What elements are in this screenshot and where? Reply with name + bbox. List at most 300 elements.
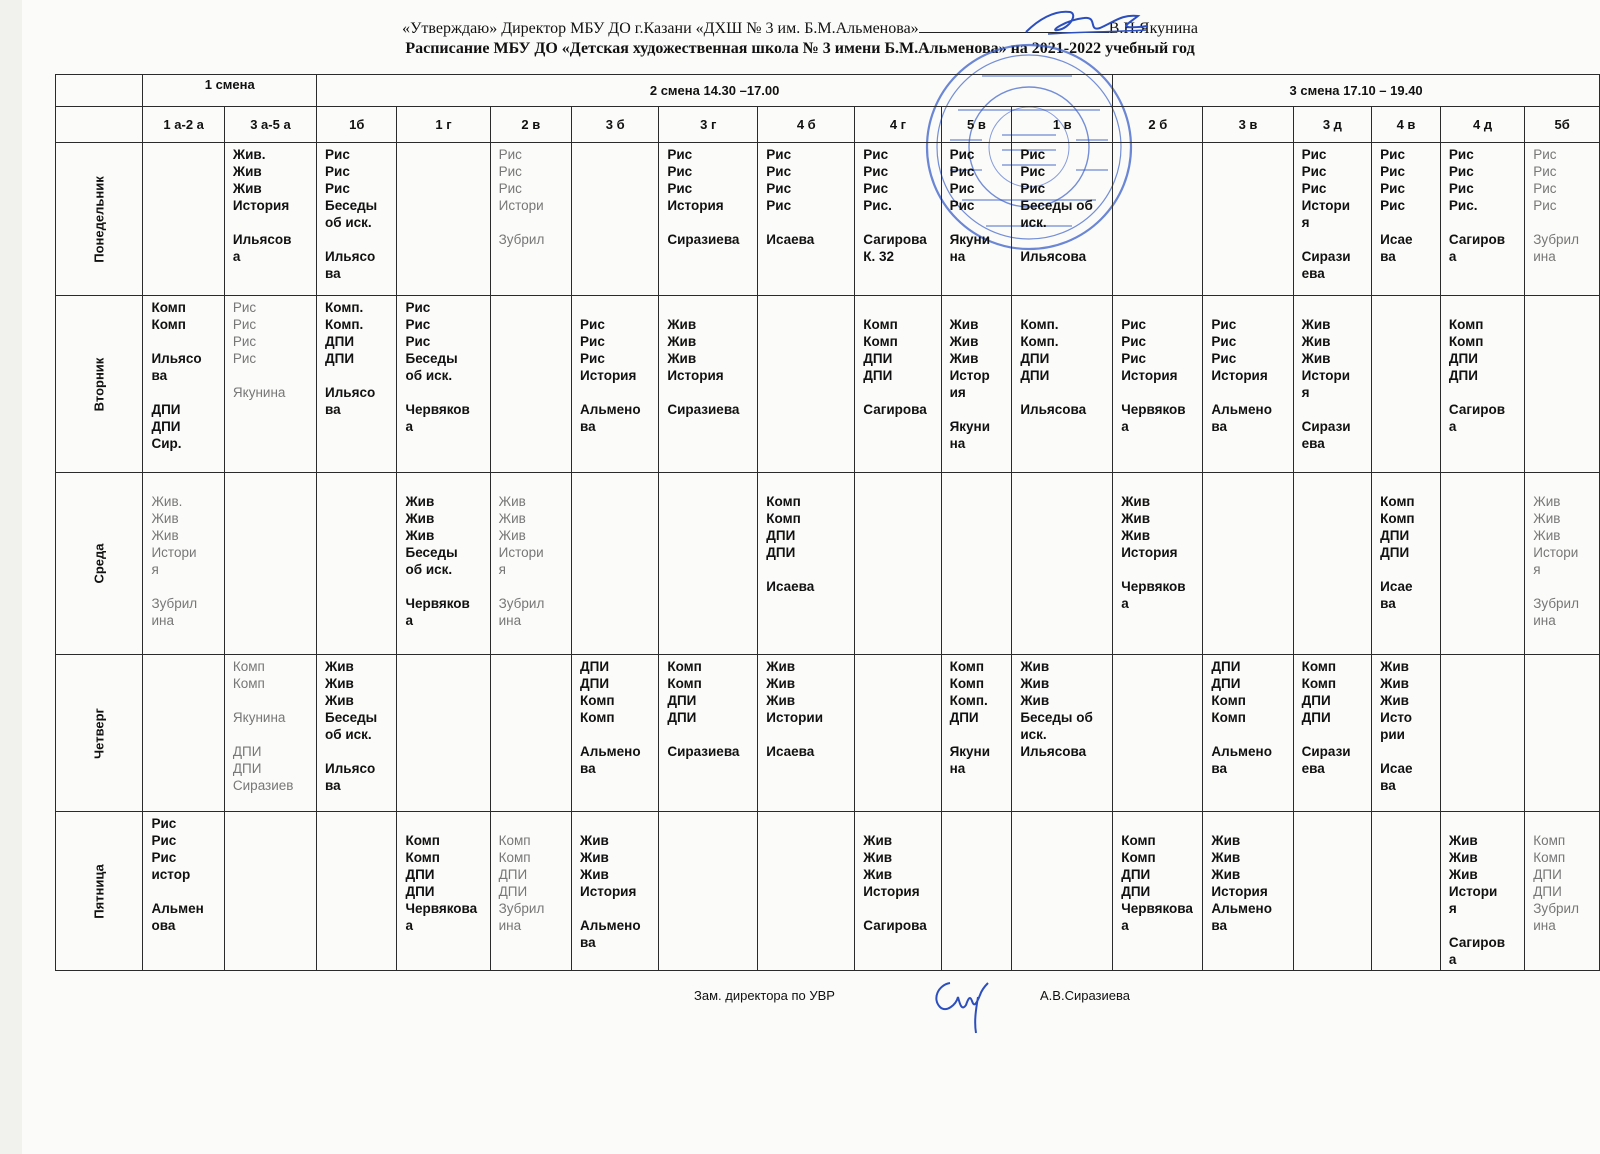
cell-line: ева: [1301, 761, 1325, 776]
cell-line: Беседы об: [1020, 198, 1093, 213]
cell-line: ДПИ: [1301, 710, 1331, 725]
cell-line: [1449, 815, 1522, 832]
cell-line: Рис: [1121, 317, 1147, 332]
cell-line: Жив: [667, 334, 697, 349]
cell-line: Рис: [405, 334, 431, 349]
cell-line: Жив: [498, 528, 526, 543]
cell-line: Жив: [1301, 334, 1331, 349]
shift-header-row: [56, 75, 1600, 107]
cell-line: Жив: [1380, 676, 1409, 691]
schedule-cell: [758, 473, 855, 655]
cell-line: ДПИ: [863, 368, 893, 383]
cell-line: Червяков: [1121, 402, 1186, 417]
day-label: Вторник: [56, 296, 143, 473]
cell-line: Комп: [498, 850, 531, 865]
cell-line: [766, 214, 852, 231]
cell-line: Комп.: [949, 693, 988, 708]
cell-line: рии: [1380, 727, 1405, 742]
cell-line: [1211, 815, 1290, 832]
cell-line: Рис: [1380, 181, 1405, 196]
schedule-cell: [758, 143, 855, 296]
schedule-cell: [224, 655, 316, 812]
cell-line: Истори: [1301, 198, 1351, 213]
cell-line: Жив: [1020, 676, 1050, 691]
cell-line: [1533, 476, 1597, 493]
cell-line: Комп: [1301, 676, 1337, 691]
cell-line: ина: [498, 613, 522, 628]
cell-line: Жив: [151, 511, 179, 526]
cell-line: Комп: [1301, 659, 1337, 674]
cell-line: Истори: [151, 545, 197, 560]
schedule-cell: [1525, 812, 1600, 971]
empty-cell: [1440, 655, 1524, 812]
cell-line: Ильясо: [325, 249, 376, 264]
empty-cell: [490, 655, 571, 812]
cell-line: Рис: [1020, 164, 1046, 179]
cell-line: Сирази: [1301, 744, 1351, 759]
cell-line: [151, 384, 221, 401]
cell-line: [766, 726, 852, 743]
cell-line: ова: [151, 918, 176, 933]
cell-line: Жив: [1301, 351, 1331, 366]
cell-line: [1121, 561, 1200, 578]
schedule-cell: [855, 143, 941, 296]
cell-line: Жив: [949, 351, 979, 366]
cell-line: Комп.: [1020, 317, 1059, 332]
cell-line: Рис: [949, 198, 975, 213]
empty-cell: [855, 655, 941, 812]
cell-line: Жив: [1448, 867, 1478, 882]
schedule-cell: [1203, 812, 1293, 971]
cell-line: ева: [1301, 266, 1325, 281]
schedule-cell: [224, 143, 316, 296]
cell-line: Червяков: [405, 402, 470, 417]
cell-line: Жив: [580, 833, 609, 848]
cell-line: Истории: [766, 710, 824, 725]
empty-cell: [941, 812, 1012, 971]
cell-line: а: [1121, 596, 1129, 611]
schedule-cell: [659, 296, 758, 473]
cell-line: Исае: [1380, 579, 1413, 594]
cell-line: История: [667, 368, 724, 383]
cell-line: об иск.: [405, 368, 453, 383]
cell-line: Жив: [405, 494, 435, 509]
cell-line: Рис: [667, 147, 693, 162]
cell-line: Исаева: [766, 579, 815, 594]
cell-line: Истори: [1301, 368, 1351, 383]
cell-line: Жив: [405, 511, 435, 526]
cell-line: ДПИ: [151, 402, 181, 417]
empty-cell: [1440, 473, 1524, 655]
empty-cell: [317, 812, 397, 971]
cell-line: [405, 578, 487, 595]
empty-cell: [855, 473, 941, 655]
cell-line: [1020, 384, 1110, 401]
cell-line: Жив: [1121, 528, 1151, 543]
cell-line: [1211, 384, 1290, 401]
cell-line: Червяков: [1121, 579, 1186, 594]
day-row: [56, 473, 1600, 655]
cell-line: [151, 578, 221, 595]
cell-line: [863, 815, 938, 832]
empty-cell: [490, 296, 571, 473]
cell-line: ва: [1211, 918, 1228, 933]
cell-line: История: [863, 884, 920, 899]
cell-line: Комп: [405, 850, 440, 865]
class-header: 5 в: [941, 107, 1012, 143]
schedule-cell: [317, 296, 397, 473]
schedule-cell: [397, 473, 490, 655]
day-row: [56, 143, 1600, 296]
cell-line: я: [1448, 901, 1457, 916]
cell-line: Жив: [667, 317, 697, 332]
cell-line: Рис: [1121, 351, 1147, 366]
cell-line: Якуни: [949, 419, 991, 434]
cell-line: я: [151, 562, 159, 577]
cell-line: Сир.: [151, 436, 182, 451]
cell-line: Жив: [580, 867, 609, 882]
cell-line: а: [1121, 419, 1129, 434]
empty-cell: [224, 812, 316, 971]
cell-line: Исае: [1380, 232, 1413, 247]
cell-line: Истори: [498, 198, 544, 213]
cell-line: [1121, 384, 1200, 401]
cell-line: Рис: [1448, 164, 1474, 179]
cell-line: Жив: [1020, 693, 1050, 708]
cell-line: а: [232, 249, 241, 264]
empty-cell: [1113, 655, 1203, 812]
cell-line: на: [949, 761, 966, 776]
schedule-cell: [941, 296, 1012, 473]
cell-line: ДПИ: [1448, 351, 1478, 366]
cell-line: [1020, 231, 1110, 248]
cell-line: Комп: [1448, 317, 1484, 332]
cell-line: Комп: [949, 676, 985, 691]
cell-line: Комп: [232, 676, 265, 691]
empty-cell: [1012, 473, 1113, 655]
cell-line: иск.: [1020, 215, 1047, 230]
cell-line: об иск.: [405, 562, 453, 577]
cell-line: Ильясо: [151, 351, 202, 366]
empty-cell: [143, 143, 224, 296]
cell-line: Комп: [667, 676, 702, 691]
cell-line: [405, 384, 487, 401]
day-label: Понедельник: [56, 143, 143, 296]
cell-line: ва: [1211, 419, 1228, 434]
schedule-cell: [1525, 143, 1600, 296]
cell-line: Сагиров: [1448, 402, 1506, 417]
cell-line: Жив: [949, 317, 979, 332]
cell-line: [1380, 476, 1438, 493]
cell-line: Рис: [766, 147, 792, 162]
cell-line: Рис: [863, 181, 889, 196]
class-header: 3 в: [1203, 107, 1293, 143]
cell-line: [667, 726, 755, 743]
cell-line: Рис: [151, 833, 177, 848]
schedule-cell: [1372, 143, 1441, 296]
cell-line: Зубрил: [151, 596, 198, 611]
cell-line: [1302, 726, 1370, 743]
cell-line: Рис: [1121, 334, 1147, 349]
cell-line: а: [1448, 419, 1457, 434]
cell-line: Сиразиев: [232, 778, 294, 793]
cell-line: а: [1448, 249, 1457, 264]
cell-line: а: [1448, 952, 1457, 967]
class-header: 1 г: [397, 107, 490, 143]
cell-line: Альмено: [1211, 402, 1272, 417]
cell-line: [667, 214, 755, 231]
cell-line: [863, 900, 938, 917]
cell-line: а: [405, 613, 413, 628]
cell-line: [233, 726, 314, 743]
schedule-table: [55, 74, 1600, 971]
schedule-cell: [855, 812, 941, 971]
cell-line: Жив: [1533, 494, 1561, 509]
cell-line: Жив.: [232, 147, 266, 162]
schedule-cell: [1012, 655, 1113, 812]
cell-line: Жив: [766, 659, 796, 674]
schedule-cell: [758, 655, 855, 812]
empty-cell: [1372, 812, 1441, 971]
cell-line: Комп: [580, 693, 615, 708]
schedule-cell: [397, 296, 490, 473]
cell-line: истор: [151, 867, 191, 882]
cell-line: Комп: [1121, 850, 1156, 865]
cell-line: [1380, 561, 1438, 578]
cell-line: [499, 815, 569, 832]
cell-line: Ильясова: [1020, 402, 1087, 417]
cell-line: ва: [325, 402, 341, 417]
cell-line: Рис: [863, 147, 889, 162]
class-header-row: [56, 107, 1600, 143]
cell-line: Жив: [1533, 511, 1561, 526]
cell-line: Зубрил: [1533, 232, 1579, 247]
approval-text: «Утверждаю» Директор МБУ ДО г.Казани «ДХШ № 3 им. Б.М.Альменова»: [402, 20, 919, 37]
class-header: 1б: [317, 107, 397, 143]
cell-line: ДПИ: [1533, 867, 1562, 882]
cell-line: [233, 367, 314, 384]
cell-line: Рис: [1533, 147, 1557, 162]
cell-line: Жив: [863, 850, 893, 865]
cell-line: История: [580, 884, 637, 899]
cell-line: [499, 476, 569, 493]
cell-line: ДПИ: [1020, 351, 1050, 366]
empty-cell: [572, 473, 659, 655]
schedule-cell: [224, 296, 316, 473]
cell-line: Рис.: [863, 198, 892, 213]
cell-line: Червякова: [405, 901, 478, 916]
schedule-cell: [317, 655, 397, 812]
cell-line: ДПИ: [949, 710, 979, 725]
cell-line: Комп: [1533, 850, 1566, 865]
cell-line: ДПИ: [1211, 676, 1241, 691]
cell-line: ДПИ: [1121, 884, 1151, 899]
cell-line: [950, 726, 1010, 743]
schedule-cell: [1012, 143, 1113, 296]
cell-line: Комп: [232, 659, 265, 674]
cell-line: Рис: [232, 317, 257, 332]
cell-line: Жив: [766, 693, 796, 708]
empty-cell: [758, 296, 855, 473]
cell-line: об иск.: [325, 727, 372, 742]
cell-line: [1302, 231, 1370, 248]
cell-line: Червякова: [1121, 901, 1193, 916]
cell-line: ДПИ: [667, 693, 697, 708]
cell-line: [863, 299, 938, 316]
cell-line: История: [1121, 368, 1178, 383]
cell-line: Рис: [151, 816, 177, 831]
empty-cell: [1203, 143, 1293, 296]
schedule-cell: [143, 812, 224, 971]
cell-line: [1302, 401, 1370, 418]
shift-3-label: 3 смена 17.10 – 19.40: [1113, 75, 1600, 107]
cell-line: Рис: [1533, 164, 1557, 179]
cell-line: ва: [325, 266, 341, 281]
cell-line: [325, 367, 394, 384]
cell-line: ева: [1301, 436, 1325, 451]
cell-line: Рис: [949, 181, 975, 196]
cell-line: [1380, 214, 1438, 231]
cell-line: Сирази: [1301, 419, 1351, 434]
empty-cell: [659, 812, 758, 971]
cell-line: История: [1121, 545, 1178, 560]
cell-line: Рис: [1301, 147, 1327, 162]
cell-line: История: [1211, 884, 1268, 899]
cell-line: ДПИ: [1211, 659, 1241, 674]
cell-line: ДПИ: [232, 761, 262, 776]
cell-line: Рис: [1380, 147, 1405, 162]
cell-line: Рис: [1533, 181, 1557, 196]
cell-line: Сиразиева: [667, 744, 740, 759]
scan-edge-shadow: [0, 0, 22, 1154]
empty-cell: [1293, 473, 1372, 655]
cell-line: Рис: [1301, 181, 1327, 196]
cell-line: Якунина: [232, 710, 286, 725]
cell-line: Рис: [766, 181, 792, 196]
cell-line: Жив: [498, 494, 526, 509]
cell-line: ДПИ: [232, 744, 262, 759]
cell-line: Рис: [232, 351, 257, 366]
day-label: Среда: [56, 473, 143, 655]
cell-line: Беседы об: [1020, 710, 1093, 725]
class-header: 3 д: [1293, 107, 1372, 143]
cell-line: Якуни: [949, 232, 991, 247]
cell-line: Ильясова: [1020, 249, 1087, 264]
cell-line: Комп: [151, 317, 186, 332]
cell-line: [766, 476, 852, 493]
cell-line: ДПИ: [1121, 867, 1151, 882]
class-header: 2 в: [490, 107, 571, 143]
cell-line: ДПИ: [766, 528, 796, 543]
cell-line: Комп: [580, 710, 615, 725]
empty-cell: [224, 473, 316, 655]
cell-line: Рис: [1533, 198, 1557, 213]
cell-line: Жив: [949, 334, 979, 349]
cell-line: Рис: [1301, 164, 1327, 179]
cell-line: Сиразиева: [667, 232, 740, 247]
schedule-cell: [143, 296, 224, 473]
cell-line: Истор: [949, 368, 990, 383]
schedule-cell: [1440, 812, 1524, 971]
cell-line: Ильясо: [325, 385, 376, 400]
cell-line: Жив: [667, 351, 697, 366]
cell-line: Сагирова: [863, 918, 927, 933]
class-header: 3 б: [572, 107, 659, 143]
empty-cell: [397, 143, 490, 296]
cell-line: Рис: [325, 147, 350, 162]
document-title: Расписание МБУ ДО «Детская художественная школа № 3 имени Б.М.Альменова» на 2021-2022 учебный год: [405, 40, 1195, 57]
cell-line: Комп: [405, 833, 440, 848]
cell-line: ия: [949, 385, 966, 400]
cell-line: ва: [1380, 249, 1396, 264]
cell-line: [1020, 299, 1110, 316]
empty-cell: [1372, 296, 1441, 473]
cell-line: [1380, 743, 1438, 760]
empty-cell: [1525, 296, 1600, 473]
cell-line: Беседы: [405, 351, 458, 366]
cell-line: Комп.: [325, 317, 364, 332]
cell-line: Жив: [766, 676, 796, 691]
cell-line: Комп: [863, 317, 898, 332]
cell-line: Жив: [1301, 317, 1331, 332]
cell-line: [667, 384, 755, 401]
cell-line: Жив: [1020, 659, 1050, 674]
deputy-signature: [928, 975, 994, 1037]
cell-line: Рис: [232, 334, 257, 349]
cell-line: Беседы: [405, 545, 458, 560]
cell-line: [1449, 214, 1522, 231]
cell-line: ина: [1533, 918, 1556, 933]
cell-line: Истори: [1448, 884, 1498, 899]
approval-line: [0, 18, 1600, 38]
cell-line: Зубрил: [498, 232, 545, 247]
cell-line: Рис: [1448, 147, 1474, 162]
cell-line: История: [1211, 368, 1268, 383]
empty-cell: [1113, 143, 1203, 296]
cell-line: Комп: [766, 511, 801, 526]
cell-line: Рис: [863, 164, 889, 179]
schedule-cell: [1372, 655, 1441, 812]
cell-line: Исаева: [766, 232, 815, 247]
cell-line: Рис: [325, 181, 350, 196]
schedule-cell: [855, 296, 941, 473]
cell-line: Комп: [1380, 511, 1415, 526]
cell-line: ина: [1533, 249, 1556, 264]
cell-line: Комп: [1448, 334, 1484, 349]
cell-line: Рис: [667, 164, 693, 179]
cell-line: Комп.: [1020, 334, 1059, 349]
cell-line: Жив: [1448, 833, 1478, 848]
class-header: 4 в: [1372, 107, 1441, 143]
day-row: [56, 655, 1600, 812]
cell-line: Рис: [1020, 147, 1046, 162]
day-label: Четверг: [56, 655, 143, 812]
cell-line: Ильясов: [232, 232, 292, 247]
cell-line: Жив: [1211, 867, 1241, 882]
empty-cell: [659, 473, 758, 655]
cell-line: ва: [151, 368, 168, 383]
cell-line: Рис: [232, 300, 257, 315]
cell-line: [950, 299, 1010, 316]
cell-line: об иск.: [325, 215, 372, 230]
cell-line: ва: [1211, 761, 1228, 776]
cell-line: Рис: [949, 164, 975, 179]
empty-cell: [758, 812, 855, 971]
cell-line: Сирази: [1301, 249, 1351, 264]
cell-line: ДПИ: [1533, 884, 1562, 899]
cell-line: Жив: [1211, 833, 1241, 848]
cell-line: Жив: [1533, 528, 1561, 543]
